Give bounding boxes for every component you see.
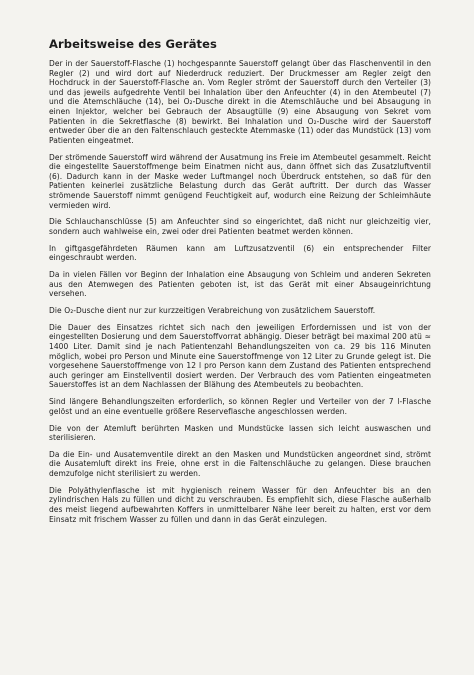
paragraph-valves: Da die Ein- und Ausatemventile direkt an den Masken und Mundstücken angeordnet sind, strömt die Ausatemluft direkt ins Freie, ohne erst in die Faltenschläuche zu gelangen. Diese brauchen demzufolge nicht sterilisiert zu werden. [49, 449, 431, 479]
paragraph-filter: In giftgasgefährdeten Räumen kann am Luftzusatzventil (6) ein entsprechender Filter eingeschraubt werden. [49, 243, 431, 263]
paragraph-oxygen-flow: Der in der Sauerstoff-Flasche (1) hochgespannte Sauerstoff gelangt über das Flaschenventil in den Regler (2) und wird dort auf Niederdruck reduziert. Der Druckmesser am Regler zeigt den Hochdruck in der Sauerstoff-Flasche an. Vom Regler strömt der Sauerstoff durch den Verteiler (3) und das jeweils aufgedrehte Ventil bei Inhalation über den Anfeuchter (4) in den Atembeutel (7) und die Atemschläuche (14), bei O₂-Dusche direkt in die Atemschläuche und bei Absaugung in einen Injektor, welcher bei Gebrauch der Absaugtülle (9) eine Absaugung von Sekret vom Patienten in die Sekretflasche (8) bewirkt. Bei Inhalation und O₂-Dusche wird der Sauerstoff entweder über die an den Faltenschlauch gesteckte Atemmaske (11) oder das Mundstück (13) vom Patienten eingeatmet. [49, 59, 431, 145]
paragraph-sterilization: Die von der Atemluft berührten Masken und Mundstücke lassen sich leicht auswaschen und sterilisieren. [49, 423, 431, 443]
paragraph-hose-connections: Die Schlauchanschlüsse (5) am Anfeuchter sind so eingerichtet, daß nicht nur gleichzeitig vier, sondern auch wahlweise ein, zwei oder drei Patienten beatmet werden können. [49, 217, 431, 236]
paragraph-oxygen-shower: Die O₂-Dusche dient nur zur kurzzeitigen Verabreichung von zusätzlichem Sauerstoff. [49, 306, 376, 315]
section-heading: Arbeitsweise des Gerätes [49, 37, 217, 51]
paragraph-suction: Da in vielen Fällen vor Beginn der Inhalation eine Absaugung von Schleim und anderen Sekreten aus den Atemwegen des Patienten geboten ist, ist das Gerät mit einer Absaugeinrichtung versehen. [49, 270, 431, 299]
paragraph-duration: Die Dauer des Einsatzes richtet sich nach den jeweiligen Erfordernissen und ist von der eingestellten Dosierung und dem Sauerstoffvorrat abhängig. Dieser beträgt bei maximal 200 atü ≈ 1400 Liter. Damit sind je nach Patientenzahl Behandlungszeiten von ca. 29 bis 116 Minuten möglich, wobei pro Person und Minute eine Sauerstoffmenge von 12 Liter zu Grunde gelegt ist. Die vorgesehene Sauerstoffmenge von 12 l pro Person kann dem Zustand des Patienten entsprechend auch geringer am Einstellventil dosiert werden. Der Verbrauch des vom Patienten eingeatmeten Sauerstoffes ist an dem Nachlassen der Blähung des Atembeutels zu beobachten. [49, 322, 431, 390]
paragraph-humidifier-bottle: Die Polyäthylenflasche ist mit hygienisch reinem Wasser für den Anfeuchter bis an den zylindrischen Hals zu füllen und dicht zu verschrauben. Es empfiehlt sich, diese Flasche außerhalb des meist liegend aufbewahrten Koffers in unmittelbarer Nähe leer bereit zu halten, erst vor dem Einsatz mit frischem Wasser zu füllen und dann in das Gerät einzulegen. [49, 485, 431, 524]
paragraph-reserve-bottle: Sind längere Behandlungszeiten erforderlich, so können Regler und Verteiler von der 7 l-Flasche gelöst und an eine eventuelle größere Reserveflasche angeschlossen werden. [49, 397, 431, 416]
paragraph-exhalation: Der strömende Sauerstoff wird während der Ausatmung ins Freie im Atembeutel gesammelt. Reicht die eingestellte Sauerstoffmenge beim Einatmen nicht aus, dann öffnet sich das Zusatzluftventil (6). Dadurch kann in der Maske weder Luftmangel noch Überdruck entstehen, so daß für den Patienten keinerlei zusätzliche Belastung durch das Gerät auftritt. Der durch das Wasser strömende Sauerstoff nimmt genügend Feuchtigkeit auf, wodurch eine Reizung der Schleimhäute vermieden wird. [49, 152, 431, 210]
